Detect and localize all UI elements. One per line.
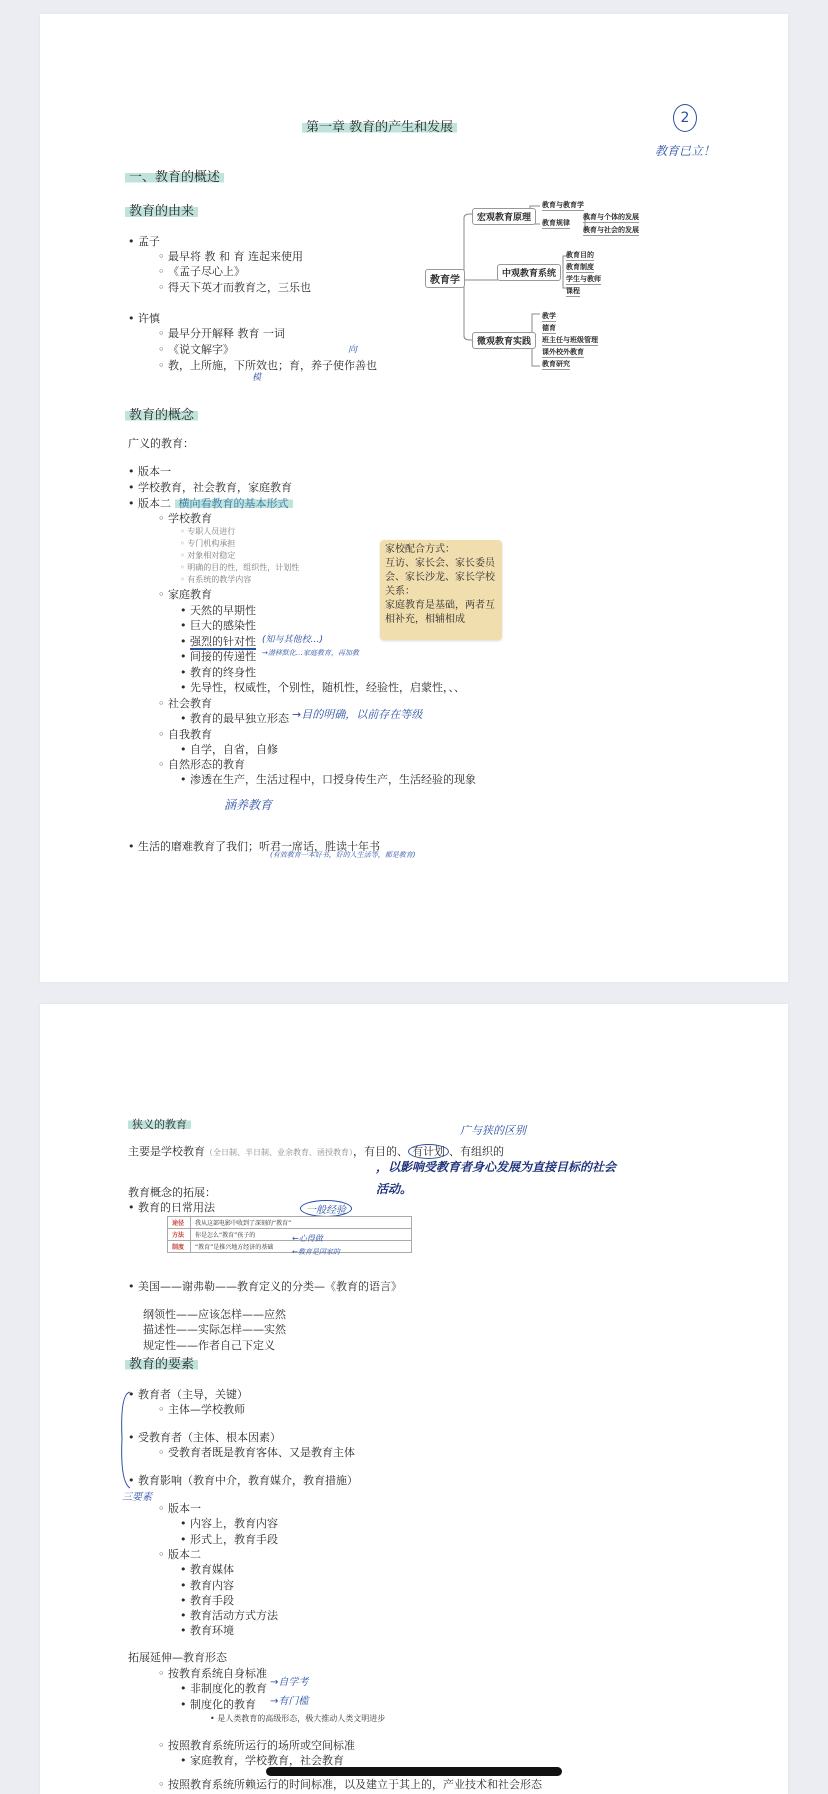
home-indicator[interactable]: [266, 1767, 562, 1776]
list-item: • 学校教育，社会教育，家庭教育: [128, 481, 292, 494]
list-item: • 天然的早期性: [180, 604, 256, 617]
note-label: 关系：: [385, 586, 415, 597]
chapter-title: 第一章 教育的产生和发展: [302, 116, 457, 135]
mindmap-node: 微观教育实践: [472, 332, 536, 349]
list-item: ◦ 专门机构承担: [180, 539, 236, 548]
ink-circle-two: 2: [673, 104, 697, 132]
ink-annotation: 三要素: [122, 1492, 152, 1503]
list-item: • 受教育者（主体、根本因素）: [128, 1431, 281, 1444]
mindmap-root: 教育学: [425, 269, 465, 288]
ink-annotation: →自学考: [270, 1677, 309, 1688]
mindmap-leaf: 教育与社会的发展: [583, 226, 639, 234]
mindmap-leaf: 教学: [542, 312, 556, 320]
list-item: ◦ 版本二: [158, 1548, 201, 1561]
list-item: ◦ 自然形态的教育: [158, 758, 245, 771]
list-item: • 孟子: [128, 235, 160, 248]
note-text: 互访、家长会、家长委员会、家长沙龙、家长学校: [385, 558, 495, 583]
list-item: ◦ 按照教育系统所运行的场所或空间标准: [158, 1739, 355, 1752]
mindmap-leaf: 课程: [566, 287, 580, 295]
list-item: ◦ 主体—学校教师: [158, 1403, 245, 1416]
list-item: ◦ 《孟子尽心上》: [158, 265, 245, 278]
table-row: 途径 我从这部电影中收到了深刻的“教育”: [168, 1217, 412, 1229]
ink-annotation: →潜移默化…家庭教育，再加教: [262, 649, 359, 657]
list-item: ◦ 自我教育: [158, 728, 212, 741]
ink-annotation: 向: [348, 345, 358, 355]
list-item: ◦ 学校教育: [158, 512, 212, 525]
mindmap-leaf: 教育制度: [566, 263, 594, 271]
ink-annotation: 广与狭的区别: [460, 1124, 526, 1137]
mindmap-leaf: 学生与教师: [566, 275, 601, 283]
list-item: • 教育影响（教育中介，教育媒介，教育措施）: [128, 1474, 358, 1487]
note-text: 家庭教育是基础，两者互相补充，相辅相成: [385, 600, 495, 625]
ink-annotation: 教育已立！: [655, 144, 716, 158]
list-item: • 自学，自省，自修: [180, 743, 278, 756]
ink-annotation: ，以影响受教育者身心发展为直接目标的社会活动。: [376, 1160, 617, 1196]
list-item: • 巨大的感染性: [180, 619, 256, 632]
subheading: 狭义的教育: [128, 1117, 191, 1132]
subheading: 广义的教育：: [128, 437, 194, 450]
list-item: • 是人类教育的高级形态，极大推动人类文明进步: [210, 1714, 386, 1723]
mindmap-leaf: 教育目的: [566, 251, 594, 259]
ink-annotation: 一般经验: [300, 1200, 352, 1217]
mindmap-node: 中观教育系统: [497, 264, 561, 281]
list-item: • 渗透在生产，生活过程中，口授身传生产，生活经验的现象: [180, 773, 476, 786]
list-item: • 教育者（主导，关键）: [128, 1388, 248, 1401]
paragraph: 主要是学校教育（全日制、半日制、业余教育、函授教育），有目的、 有计划 、有组织的: [128, 1145, 504, 1158]
list-item: 纲领性——应该怎样——应然: [143, 1308, 286, 1321]
concept-heading: 教育的概念: [125, 404, 198, 423]
subheading: 拓展延伸—教育形态: [128, 1651, 227, 1664]
usage-table: [167, 1216, 412, 1253]
list-item: ◦ 明确的目的性，组织性，计划性: [180, 563, 300, 572]
list-item: • 形式上，教育手段: [180, 1533, 278, 1546]
list-item: • 教育环境: [180, 1624, 234, 1637]
list-item: • 生活的磨难教育了我们；听君一席话，胜读十年书: [128, 840, 380, 853]
mindmap-leaf: 教育研究: [542, 360, 570, 368]
ink-annotation: 涵养教育: [224, 798, 273, 812]
mindmap-leaf: 教育与教育学: [542, 201, 584, 209]
list-item: ◦ 按照教育系统所赖运行的时间标准，以及建立于其上的，产业技术和社会形态: [158, 1778, 542, 1791]
list-item: • 版本一: [128, 465, 171, 478]
list-item: ◦ 有系统的教学内容: [180, 575, 252, 584]
table-row: 方法 你是怎么“教育”孩子的: [168, 1229, 412, 1241]
list-item: • 教育的最早独立形态: [180, 712, 289, 725]
list-item: • 教育活动方式方法: [180, 1609, 278, 1622]
list-item: • 先导性，权威性，个别性，随机性，经验性，启蒙性，、、: [180, 681, 465, 694]
list-item: ◦ 最早将 教 和 育 连起来使用: [158, 250, 303, 263]
list-item: • 教育的终身性: [180, 666, 256, 679]
list-item: ◦ 版本一: [158, 1502, 201, 1515]
list-item: ◦ 教，上所施，下所效也；育，养子使作善也: [158, 359, 377, 372]
ink-annotation: ←心得做: [292, 1234, 323, 1243]
list-item: • 非制度化的教育: [180, 1682, 267, 1695]
section-heading: 一、教育的概述: [125, 166, 224, 185]
list-item: • 教育媒体: [180, 1563, 234, 1576]
list-item: ◦ 社会教育: [158, 697, 212, 710]
list-item: ◦ 专职人员进行: [180, 527, 236, 536]
ink-annotation: (有效教育一本好书，好的人生活等，都是教育): [270, 851, 416, 859]
list-item: 描述性——实际怎样——实然: [143, 1323, 286, 1336]
list-item: 规定性——作者自己下定义: [143, 1339, 275, 1352]
sticky-note: [380, 540, 502, 640]
subheading: 教育概念的拓展：: [128, 1186, 216, 1199]
list-item: ◦ 《说文解字》: [158, 343, 234, 356]
mindmap-leaf: 德育: [542, 324, 556, 332]
list-item: • 版本二 横向看教育的基本形式: [128, 496, 293, 511]
list-item: • 教育内容: [180, 1579, 234, 1592]
list-item: ◦ 按教育系统自身标准: [158, 1667, 267, 1680]
mindmap-leaf: 班主任与班级管理: [542, 336, 598, 344]
list-item: ◦ 得天下英才而教育之，三乐也: [158, 281, 311, 294]
list-item: • 家庭教育，学校教育，社会教育: [180, 1754, 344, 1767]
list-item: • 美国——谢弗勒——教育定义的分类—《教育的语言》: [128, 1280, 402, 1293]
highlight: 横向看教育的基本形式: [175, 497, 293, 510]
list-item: ◦ 最早分开解释 教育 一词: [158, 327, 285, 340]
list-item: • 许慎: [128, 312, 160, 325]
ink-annotation: 模: [252, 373, 262, 383]
mindmap-leaf: 教育与个体的发展: [583, 213, 639, 221]
ink-annotation: ←教育是国家的: [292, 1248, 340, 1256]
list-item: ◦ 对象相对稳定: [180, 551, 236, 560]
list-item: • 间接的传递性: [180, 650, 256, 663]
ink-annotation: →目的明确，以前存在等级: [292, 708, 423, 721]
list-item: • 教育的日常用法: [128, 1201, 215, 1214]
list-item: • 强烈的针对性: [180, 635, 256, 648]
ink-annotation: →有门槛: [270, 1696, 309, 1707]
list-item: ◦ 家庭教育: [158, 588, 212, 601]
list-item: ◦ 受教育者既是教育客体、又是教育主体: [158, 1446, 355, 1459]
mindmap-leaf: 课外校外教育: [542, 348, 584, 356]
note-title: 家校配合方式：: [385, 544, 455, 555]
elements-heading: 教育的要素: [125, 1353, 198, 1372]
list-item: • 制度化的教育: [180, 1698, 256, 1711]
mindmap-leaf: 教育规律: [542, 219, 570, 227]
table-row: 制度 “教育”是推兴地方经济的基础: [168, 1241, 412, 1253]
origin-heading: 教育的由来: [125, 200, 198, 219]
mindmap-node: 宏观教育原理: [472, 208, 536, 225]
ink-annotation: (知与其他校…): [262, 635, 324, 645]
list-item: • 教育手段: [180, 1594, 234, 1607]
list-item: • 内容上，教育内容: [180, 1517, 278, 1530]
